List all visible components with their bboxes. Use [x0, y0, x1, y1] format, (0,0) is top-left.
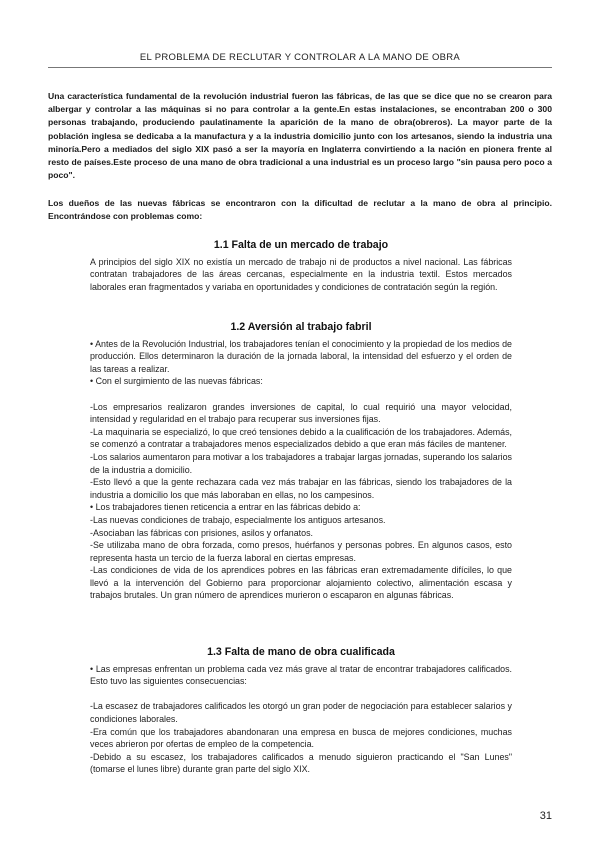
section-paragraph: -Era común que los trabajadores abandonaran una empresa en busca de mejores condiciones, muchas veces abrieron por ofertas de empleo de la competencia.	[90, 726, 512, 750]
section-mano-obra-cualificada	[90, 646, 512, 776]
running-header: EL PROBLEMA DE RECLUTAR Y CONTROLAR A LA MANO DE OBRA	[139, 52, 461, 63]
header-rule	[48, 67, 552, 68]
section-paragraph: -La maquinaria se especializó, lo que creó tensiones debido a la cualificación de los trabajadores. Además, se comenzó a contratar a trabajadores menos especializados debido a que eran más fáciles de mantener.	[90, 426, 512, 450]
section-paragraph: -Esto llevó a que la gente rechazara cada vez más trabajar en las fábricas, siendo los trabajadores de la industria a domicilio los que más laboraban en ellas, no los campesinos.	[90, 477, 512, 500]
section-paragraph: • Con el surgimiento de las nuevas fábricas:	[90, 376, 263, 387]
section-paragraph: -Se utilizaba mano de obra forzada, como presos, huérfanos y personas pobres. En algunos casos, esto representa hasta un tercio de la fuerza laboral en ciertas empresas.	[90, 540, 512, 563]
section-mercado-trabajo	[90, 239, 512, 293]
paragraph-spacer	[90, 688, 512, 701]
section-heading: 1.3 Falta de mano de obra cualificada	[207, 646, 395, 658]
section-paragraph: A principios del siglo XIX no existía un mercado de trabajo ni de productos a nivel nacional. Las fábricas contratan trabajadores de las áreas cercanas, especialmente en la industria textil. Estos mercados laborales eran fragmentados y variaba en oportunidades y condiciones de contratación según la región.	[90, 256, 512, 292]
section-aversion-trabajo	[90, 321, 512, 602]
intro-paragraph: Una característica fundamental de la revolución industrial fueron las fábricas, de las que se dice que no se crearon para albergar y controlar a las máquinas si no para controlar a la gente.En estas instalaciones, se encontraban 200 o 300 personas trabajando, produciendo paulatinamente la aparición de la mano de obra(obreros). La mayor parte de la población inglesa se dedicaba a la manufactura y a la industria domicilio junto con los artesanos, siendo la industria una minoría.Pero a mediados del siglo XIX pasó a ser la mayoría en Inglaterra convirtiendo a la nación en pionera frente al resto de países.Este proceso de una mano de obra tradicional a una industrial es un proceso largo "sin pausa pero poco a poco".	[48, 91, 552, 181]
section-heading: 1.2 Aversión al trabajo fabril	[230, 321, 372, 333]
intro-paragraph: Los dueños de las nuevas fábricas se encontraron con la dificultad de reclutar a la mano de obra al principio. Encontrándose con problemas como:	[48, 198, 552, 222]
section-paragraph: -Los salarios aumentaron para motivar a los trabajadores a trabajar largas jornadas, superando los salarios de la industria a domicilio.	[90, 451, 512, 475]
section-paragraph: • Los trabajadores tienen reticencia a entrar en las fábricas debido a:	[90, 502, 361, 513]
section-paragraph: • Las empresas enfrentan un problema cada vez más grave al tratar de encontrar trabajadores calificados. Esto tuvo las siguientes consecuencias:	[90, 663, 512, 687]
page-number: 31	[539, 810, 552, 822]
paragraph-spacer	[90, 388, 512, 401]
section-paragraph: -Asociaban las fábricas con prisiones, asilos y orfanatos.	[90, 527, 313, 538]
section-paragraph: -Las nuevas condiciones de trabajo, especialmente los antiguos artesanos.	[90, 514, 386, 525]
section-paragraph: -Las condiciones de vida de los aprendices pobres en las fábricas eran extremadamente difíciles, lo que llevó a la intervención del Gobierno para proporcionar alojamiento colectivo, alimentación escasa y trabajos brutales. Un gran número de aprendices murieron o escaparon en algunas fábricas.	[90, 565, 512, 601]
section-paragraph: -La escasez de trabajadores calificados les otorgó un gran poder de negociación para establecer salarios y condiciones laborales.	[90, 701, 512, 724]
section-paragraph: -Los empresarios realizaron grandes inversiones de capital, lo cual requirió una mayor velocidad, intensidad y regularidad en el trabajo para recuperar sus inversiones fijas.	[90, 401, 512, 425]
section-heading: 1.1 Falta de un mercado de trabajo	[213, 239, 389, 251]
section-paragraph: -Debido a su escasez, los trabajadores calificados a menudo siguieron practicando el "San Lunes" (tomarse el lunes libre) durante gran parte del siglo XIX.	[90, 751, 512, 775]
section-paragraph: • Antes de la Revolución Industrial, los trabajadores tenían el conocimiento y la propiedad de los medios de producción. Ellos determinaron la duración de la jornada laboral, la intensidad del esfuerzo y el orden de las tareas a realizar.	[90, 338, 512, 374]
